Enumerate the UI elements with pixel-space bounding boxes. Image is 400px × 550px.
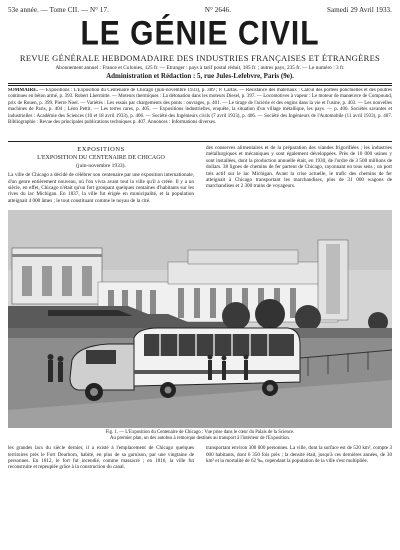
bottom-column-right: transportant environ 300 000 personnes. La ville, dont la surface est de 520 km², compte 3 000 habitants, dont 6 350 fois près ; la densité était, jusqu'à ces dernières années, de 30 km² et la mortalité de 62 ‰, cependant la population de la ville s'est multipliée.	[206, 445, 392, 464]
admin-address: Administration et Rédaction : 5, rue Jules-Lefebvre, Paris (9e).	[106, 72, 294, 80]
sommaire-label: SOMMAIRE.	[8, 88, 38, 93]
article-text-left: La ville de Chicago a décidé de célébrer son centenaire par une exposition internationale, d'un genre entièrement nouveau, où l'on vivra avant tout la ville qu'il a créée. Il y a un siècle, en effet, Chicago n'était qu'un fort groupant quelques centaines d'habitants sur les rives du lac Michigan. En 1837, la ville fut érigée en municipalité, et la population atteignait 4 000 âmes ; le tout constituant comme le noyau de la cité.	[8, 172, 194, 204]
article-column-left	[8, 145, 194, 204]
header-rule	[8, 83, 392, 84]
volume-info: 53e année. — Tome CII. — N° 17.	[8, 6, 109, 14]
article-column-right: des conserves alimentaires et de la préparation des viandes frigorifiées ; les industries métallurgiques et mécaniques y sont également développées. Près de 10 000 usines y sont installées, dont la production annuelle était, en 1930, de l'ordre de 3 500 millions de dollars. 38 lignes de chemins de fer partent de Chicago, rayonnant en tous sens ; un port très actif sur le lac Michigan. Avant la crise actuelle, le trafic des chemins de fer atteignait à Chicago transportant les marchandises, plus de 31 000 wagons de marchandises et 2 300 trains de voyageurs.	[206, 145, 392, 190]
photo-illustration	[8, 210, 392, 428]
caption-line-2: Au premier plan, un des autobus à remorque destinés au transport à l'intérieur de l'Exposition.	[110, 436, 290, 442]
exhibition-photo	[8, 210, 392, 428]
journal-page	[8, 6, 392, 546]
sommaire-text: — Expositions : L'Exposition du Centenaire de Chicago (juin-novembre 1933), p. 389 ; P. Calfas. — Résistance des matériaux : Calcul des portées ponctuelles et des poutres continues en béton armé, p. 393. Robert Lhermitte. — Moteurs thermiques : La détonation dans les moteurs Diesel, p. 397. — Locomotives à vapeur : Le moteur de manœuvre de Compound, prix de Rouen, p. 399. Pierre Noel. — Variétés : Les essais par chargements des ponts : ouvrages, p. 401. — Le tirage de l'aciérie et des engins dans la vie et l'usine, p. 403. — Les nouvelles machines de Paris, p. 404 ; Léon Pettit. — Les terres rares, p. 405. — Expositions industrielles, enquête, la situation d'un village métallique, les pays. — p. 406. Sociétés savantes et industrielles : Académie des Sciences (10 et 18 avril 1933), p. 406. — Société des Ingénieurs civils (7 avril 1933), p. 406. — Société des Ingénieurs de l'Automobile (11 avril 1933), p. 407. Bibliographie : Revue des principales publications techniques p. 407. Annonces : Informations diverses.	[8, 88, 392, 126]
figure-caption	[8, 430, 392, 442]
table-of-contents	[8, 88, 392, 140]
issue-date: Samedi 29 Avril 1933.	[327, 6, 392, 14]
sommaire-rule	[8, 141, 392, 142]
masthead-subtitle: REVUE GÉNÉRALE HEBDOMADAIRE DES INDUSTRIES FRANÇAISES ET ÉTRANGÈRES	[19, 53, 381, 63]
section-heading: EXPOSITIONS	[77, 146, 125, 153]
subscription-info: Abonnement annuel : France et Colonies, 125 fr. — Étranger : pays à tarif postal réduit, 185 fr. ; autres pays, 235 fr. — Le numéro : 3 fr.	[55, 65, 345, 71]
issue-number: N° 2646.	[204, 6, 232, 14]
article-dates: (juin-novembre 1933).	[76, 162, 126, 169]
caption-line-1: Fig. 1. — L'Exposition du Centenaire de Chicago : Vue prise dans le cœur du Palais de la Science.	[105, 430, 295, 436]
header-rule-thin	[8, 85, 392, 86]
article-title: L'EXPOSITION DU CENTENAIRE DE CHICAGO	[37, 155, 165, 162]
bottom-text	[8, 445, 392, 479]
article-section	[8, 145, 392, 204]
bottom-column-left: les grandes lacs du siècle dernier, il a existé à l'emplacement de Chicago quelques territoires près le Fort Dearborn, habité, en plus de sa garnison, par une vingtaine de personnes. En 1812, le fort fut incendié, comme massacré ; en 1816, la ville fut reconstruite et repeuplée grâce à la construction du canal.	[8, 445, 194, 471]
masthead-title: LE GÉNIE CIVIL	[80, 14, 320, 53]
